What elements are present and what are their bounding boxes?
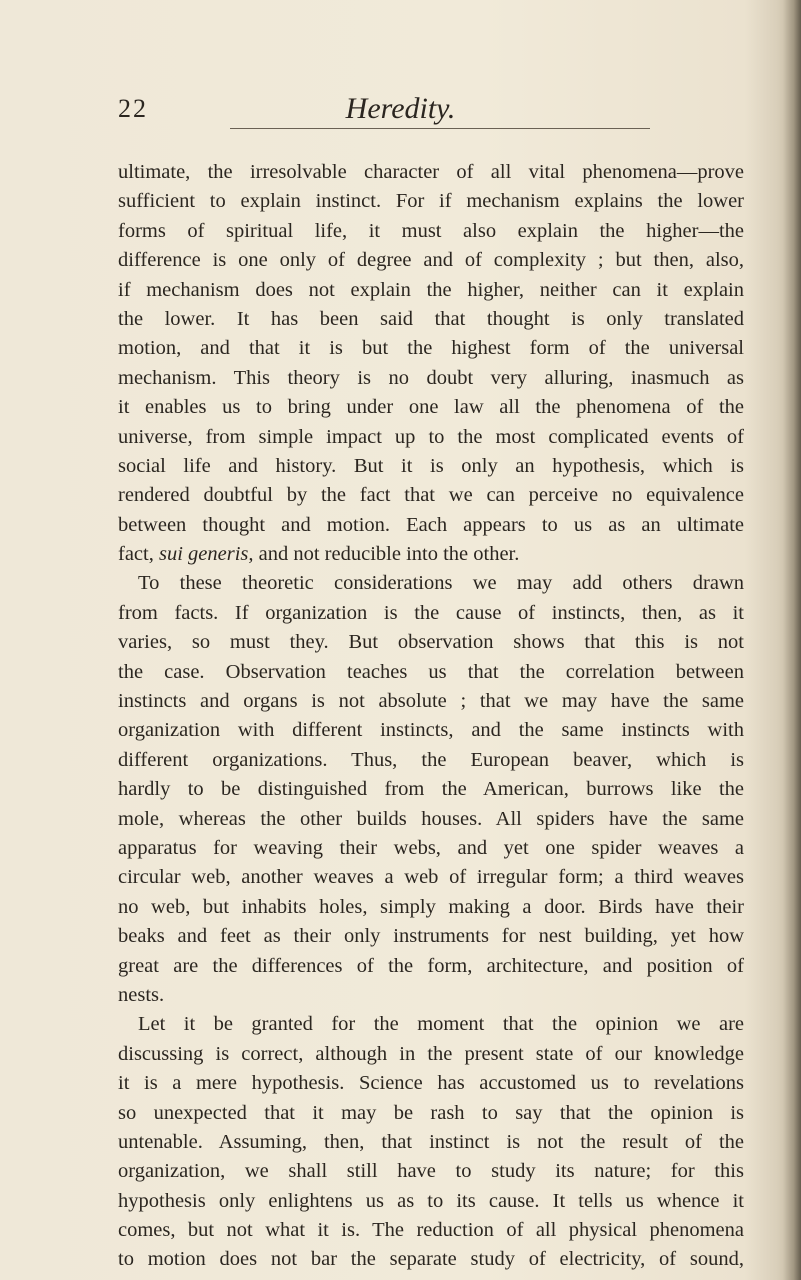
latin-phrase: sui generis, bbox=[158, 543, 254, 566]
text-line: to motion does not bar the separate study of electricity, of sound, bbox=[118, 1248, 744, 1271]
binding-shadow bbox=[783, 0, 801, 1280]
text-line: untenable. Assuming, then, that instinct is not the result of the bbox=[118, 1130, 744, 1153]
body-text bbox=[118, 158, 744, 1275]
text-line: nests. bbox=[118, 983, 165, 1006]
text-line: discussing is correct, although in the present state of our knowledge bbox=[118, 1042, 744, 1065]
text-line: great are the differences of the form, architecture, and position of bbox=[118, 954, 744, 977]
text-line: so unexpected that it may be rash to say that the opinion is bbox=[118, 1101, 744, 1124]
paragraph-start: To these theoretic considerations we may add others drawn bbox=[138, 572, 744, 595]
text-line: no web, but inhabits holes, simply making a door. Birds have their bbox=[118, 895, 744, 918]
text-line: the lower. It has been said that thought is only translated bbox=[118, 307, 744, 330]
running-title: Heredity. bbox=[345, 92, 456, 125]
text-line: hardly to be distinguished from the American, burrows like the bbox=[118, 778, 744, 801]
text-line: instincts and organs is not absolute ; that we may have the same bbox=[118, 690, 744, 713]
text-line: comes, but not what it is. The reduction of all physical phenomena bbox=[118, 1219, 744, 1242]
text-line: it enables us to bring under one law all the phenomena of the bbox=[118, 396, 744, 419]
text-line: from facts. If organization is the cause of instincts, then, as it bbox=[118, 601, 744, 624]
text-line: organization, we shall still have to study its nature; for this bbox=[118, 1160, 744, 1183]
text-line: varies, so must they. But observation shows that this is not bbox=[118, 631, 744, 654]
paragraph-start: Let it be granted for the moment that the opinion we are bbox=[138, 1013, 744, 1036]
text-segment: fact, bbox=[118, 543, 154, 566]
text-line: motion, and that it is but the highest form of the universal bbox=[118, 337, 744, 360]
text-line: sufficient to explain instinct. For if mechanism explains the lower bbox=[118, 190, 744, 213]
text-line: different organizations. Thus, the European beaver, which is bbox=[118, 748, 744, 771]
text-line: mole, whereas the other builds houses. All spiders have the same bbox=[118, 807, 744, 830]
text-segment: and not reducible into the other. bbox=[258, 543, 520, 566]
text-line: rendered doubtful by the fact that we can perceive no equivalence bbox=[118, 484, 744, 507]
text-line: forms of spiritual life, it must also explain the higher—the bbox=[118, 219, 744, 242]
text-line: mechanism. This theory is no doubt very alluring, inasmuch as bbox=[118, 366, 744, 389]
text-line bbox=[118, 540, 744, 569]
text-line: beaks and feet as their only instruments for nest building, yet how bbox=[118, 925, 744, 948]
text-line: difference is one only of degree and of complexity ; but then, also, bbox=[118, 249, 744, 272]
text-line: universe, from simple impact up to the most complicated events of bbox=[118, 425, 744, 448]
text-line: between thought and motion. Each appears to us as an ultimate bbox=[118, 513, 744, 536]
text-line: the case. Observation teaches us that the correlation between bbox=[118, 660, 744, 683]
text-line: ultimate, the irresolvable character of all vital phenomena—prove bbox=[118, 161, 744, 183]
text-line: it is a mere hypothesis. Science has accustomed us to revelations bbox=[118, 1072, 744, 1095]
text-line: organization with different instincts, and the same instincts with bbox=[118, 719, 744, 742]
text-line: hypothesis only enlightens us as to its cause. It tells us whence it bbox=[118, 1189, 744, 1212]
header-rule bbox=[230, 128, 650, 129]
page-number: 22 bbox=[118, 94, 148, 123]
text-line: social life and history. But it is only an hypothesis, which is bbox=[118, 454, 744, 477]
text-line: apparatus for weaving their webs, and yet one spider weaves a bbox=[118, 836, 744, 859]
text-line: if mechanism does not explain the higher, neither can it explain bbox=[118, 278, 744, 301]
text-line: circular web, another weaves a web of irregular form; a third weaves bbox=[118, 866, 744, 889]
